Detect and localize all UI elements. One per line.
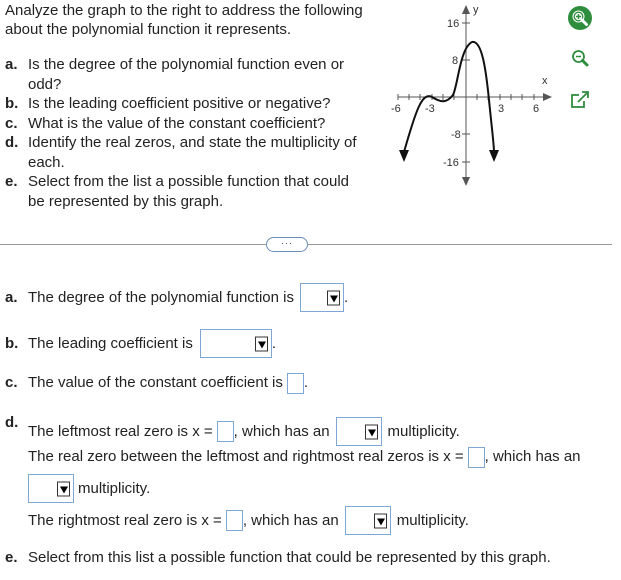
curve-end-arrow-left	[399, 150, 409, 162]
answer-d-leftmost-row: The leftmost real zero is x = , which has an multiplicity.	[28, 417, 460, 446]
answer-c-row: c. The value of the constant coefficient is .	[5, 372, 308, 394]
popout-icon[interactable]	[567, 87, 593, 113]
zoom-in-icon[interactable]	[567, 5, 593, 31]
y-axis-arrow-down	[462, 177, 470, 186]
question-a: a. Is the degree of the polynomial function even or odd?	[5, 56, 345, 93]
question-c: c. What is the value of the constant coefficient?	[5, 114, 326, 132]
answer-d-middle-multiplicity-row: multiplicity.	[28, 474, 150, 503]
chevron-down-icon	[255, 336, 268, 351]
y-tick-label: 8	[452, 55, 459, 67]
leading-coefficient-dropdown[interactable]	[200, 329, 272, 358]
chevron-down-icon	[57, 481, 70, 496]
leftmost-zero-input[interactable]	[217, 421, 234, 442]
answer-d-rightmost-row: The rightmost real zero is x = , which has an multiplicity.	[28, 506, 469, 535]
y-tick-label: -8	[451, 129, 461, 141]
x-axis-label: x	[542, 75, 548, 87]
question-d: d. Identify the real zeros, and state the multiplicity of each.	[5, 134, 357, 171]
x-tick-label: 3	[498, 103, 505, 115]
chevron-down-icon	[365, 424, 378, 439]
constant-coefficient-input[interactable]	[287, 373, 304, 394]
question-b: b. Is the leading coefficient positive or negative?	[5, 95, 331, 112]
intro-text: Analyze the graph to the right to address the following about the polynomial function it represents.	[5, 2, 363, 38]
rightmost-zero-input[interactable]	[226, 510, 243, 531]
y-axis-label: y	[473, 4, 479, 16]
curve-end-arrow-right	[489, 150, 499, 162]
x-tick-label: -6	[391, 103, 401, 115]
leftmost-multiplicity-dropdown[interactable]	[336, 417, 382, 446]
middle-zero-input[interactable]	[468, 447, 485, 468]
y-axis-arrow-up	[462, 5, 470, 14]
x-axis-arrow-right	[543, 93, 552, 101]
answer-a-row: a. The degree of the polynomial function is .	[5, 283, 348, 312]
chevron-down-icon	[327, 290, 340, 305]
rightmost-multiplicity-dropdown[interactable]	[345, 506, 391, 535]
answer-d-label: d.	[5, 414, 19, 431]
answer-d-middle-row: The real zero between the leftmost and rightmost real zeros is x = , which has an	[28, 446, 581, 468]
question-e: e. Select from the list a possible function that could be represented by this graph.	[5, 173, 350, 210]
middle-multiplicity-dropdown[interactable]	[28, 474, 74, 503]
expand-more-button[interactable]: ···	[266, 237, 308, 252]
chevron-down-icon	[374, 513, 387, 528]
y-tick-label: -16	[443, 157, 459, 169]
x-tick-label: -3	[425, 103, 435, 115]
degree-dropdown[interactable]	[300, 283, 344, 312]
answer-b-row: b. The leading coefficient is .	[5, 329, 276, 358]
x-tick-label: 6	[533, 103, 540, 115]
polynomial-graph	[388, 0, 563, 190]
y-tick-label: 16	[447, 18, 460, 30]
answer-e-row: e. Select from this list a possible function that could be represented by this graph.	[5, 549, 551, 566]
question-list	[5, 55, 375, 211]
zoom-out-icon[interactable]	[567, 45, 593, 71]
